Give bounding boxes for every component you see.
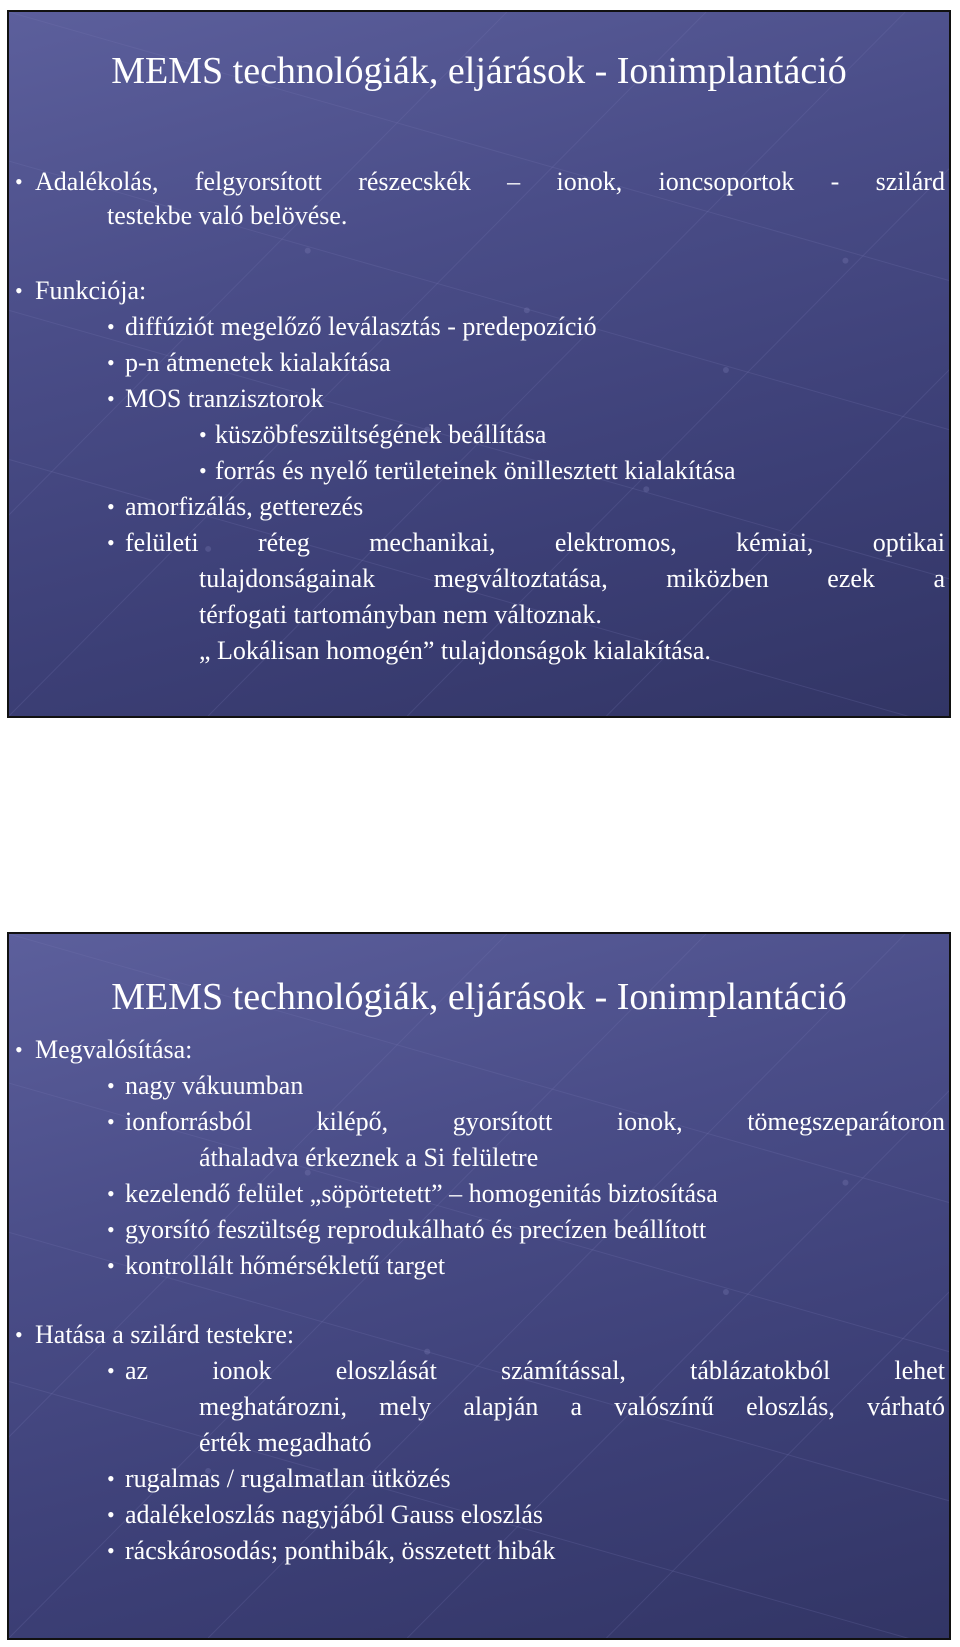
word: a: [933, 564, 945, 593]
word: számítással,: [501, 1356, 626, 1385]
word: miközben: [666, 564, 769, 593]
word: ionok,: [556, 167, 623, 196]
slide-1-text-line: [199, 563, 945, 595]
word: ionok,: [616, 1107, 683, 1136]
bullet-icon: •: [199, 422, 207, 447]
slide-1-text-line: diffúziót megelőző leválasztás - predepozíció: [125, 312, 597, 341]
word: megváltoztatása,: [433, 564, 608, 593]
word: lehet: [894, 1356, 945, 1385]
bullet-icon: •: [107, 386, 115, 411]
slide-2-text-line: érték megadható: [199, 1428, 372, 1457]
word: kémiai,: [736, 528, 814, 557]
slide-1-text-line: küszöbfeszültségének beállítása: [215, 420, 547, 449]
word: részecskék: [358, 167, 471, 196]
slide-2-text-line: gyorsító feszültség reprodukálható és precízen beállított: [125, 1215, 707, 1244]
bullet-icon: •: [107, 1181, 115, 1206]
bullet-icon: •: [107, 314, 115, 339]
word: tömegszeparátoron: [747, 1107, 945, 1136]
slide-1-text-line: testekbe való belövése.: [107, 201, 348, 230]
word: ionforrásból: [125, 1107, 253, 1136]
word: valószínű: [614, 1392, 714, 1421]
slide-2: [7, 932, 951, 1640]
word: meghatározni,: [199, 1392, 347, 1421]
word: ionok: [212, 1356, 272, 1385]
slide-1-text-line: Funkciója:: [35, 276, 147, 305]
word: tulajdonságainak: [199, 564, 376, 593]
slide-2-text-line: rácskárosodás; ponthibák, összetett hibák: [125, 1536, 556, 1565]
word: táblázatokból: [690, 1356, 831, 1385]
slide-1-text-line: „ Lokálisan homogén” tulajdonságok kialakítása.: [199, 636, 711, 665]
slide-2-text-line: Megvalósítása:: [35, 1035, 193, 1064]
word: szilárd: [875, 167, 945, 196]
bullet-icon: •: [15, 278, 23, 303]
slide-1-text-line: [35, 166, 945, 198]
slide-1: [7, 10, 951, 718]
bullet-icon: •: [15, 169, 23, 194]
word: mechanikai,: [369, 528, 496, 557]
word: eloszlás,: [746, 1392, 835, 1421]
bullet-icon: •: [15, 1037, 23, 1062]
slide-2-text-line: adalékeloszlás nagyjából Gauss eloszlás: [125, 1500, 544, 1529]
word: felgyorsított: [194, 167, 322, 196]
slide-2-text-line: áthaladva érkeznek a Si felületre: [199, 1143, 539, 1172]
word: ezek: [827, 564, 875, 593]
bullet-icon: •: [107, 1538, 115, 1563]
bullet-icon: •: [107, 1109, 115, 1134]
word: ioncsoportok: [658, 167, 795, 196]
word: Adalékolás,: [35, 167, 159, 196]
slide-2-title: MEMS technológiák, eljárások - Ionimplantáció: [111, 976, 847, 1018]
word: eloszlását: [335, 1356, 437, 1385]
word: réteg: [257, 528, 310, 557]
slide-2-text-line: Hatása a szilárd testekre:: [35, 1320, 295, 1349]
bullet-icon: •: [107, 1253, 115, 1278]
word: –: [507, 167, 521, 196]
bullet-icon: •: [199, 458, 207, 483]
bullet-icon: •: [107, 350, 115, 375]
word: optikai: [872, 528, 945, 557]
bullet-icon: •: [107, 494, 115, 519]
bullet-icon: •: [107, 1358, 115, 1383]
bullet-icon: •: [107, 1073, 115, 1098]
slide-1-text-line: p-n átmenetek kialakítása: [125, 348, 391, 377]
slide-2-text-line: nagy vákuumban: [125, 1071, 304, 1100]
slide-2-text-line: kezelendő felület „söpörtetett” – homogenitás biztosítása: [125, 1179, 718, 1208]
word: a: [570, 1392, 583, 1421]
bullet-icon: •: [15, 1322, 23, 1347]
word: felületi: [125, 528, 199, 557]
slide-1-text-line: MOS tranzisztorok: [125, 384, 324, 413]
word: alapján: [463, 1392, 539, 1421]
word: mely: [379, 1392, 432, 1421]
slide-1-text-line: [125, 527, 945, 559]
slide-2-text-line: kontrollált hőmérsékletű target: [125, 1251, 446, 1280]
slide-2-text-line: [125, 1355, 945, 1387]
bullet-icon: •: [107, 1217, 115, 1242]
word: gyorsított: [452, 1107, 553, 1136]
word: kilépő,: [316, 1107, 389, 1136]
bullet-icon: •: [107, 1502, 115, 1527]
word: elektromos,: [554, 528, 677, 557]
slide-2-text-line: rugalmas / rugalmatlan ütközés: [125, 1464, 451, 1493]
word: -: [830, 167, 840, 196]
bullet-icon: •: [107, 1466, 115, 1491]
slide-1-text-line: forrás és nyelő területeinek önillesztett kialakítása: [215, 456, 736, 485]
slide-2-text-line: [199, 1391, 945, 1423]
slide-1-title: MEMS technológiák, eljárások - Ionimplantáció: [111, 50, 847, 92]
bullet-icon: •: [107, 530, 115, 555]
slide-1-text-line: amorfizálás, getterezés: [125, 492, 364, 521]
slide-1-text-line: térfogati tartományban nem változnak.: [199, 600, 602, 629]
slide-2-text-line: [125, 1106, 945, 1138]
word: várható: [867, 1392, 945, 1421]
word: az: [125, 1356, 149, 1385]
